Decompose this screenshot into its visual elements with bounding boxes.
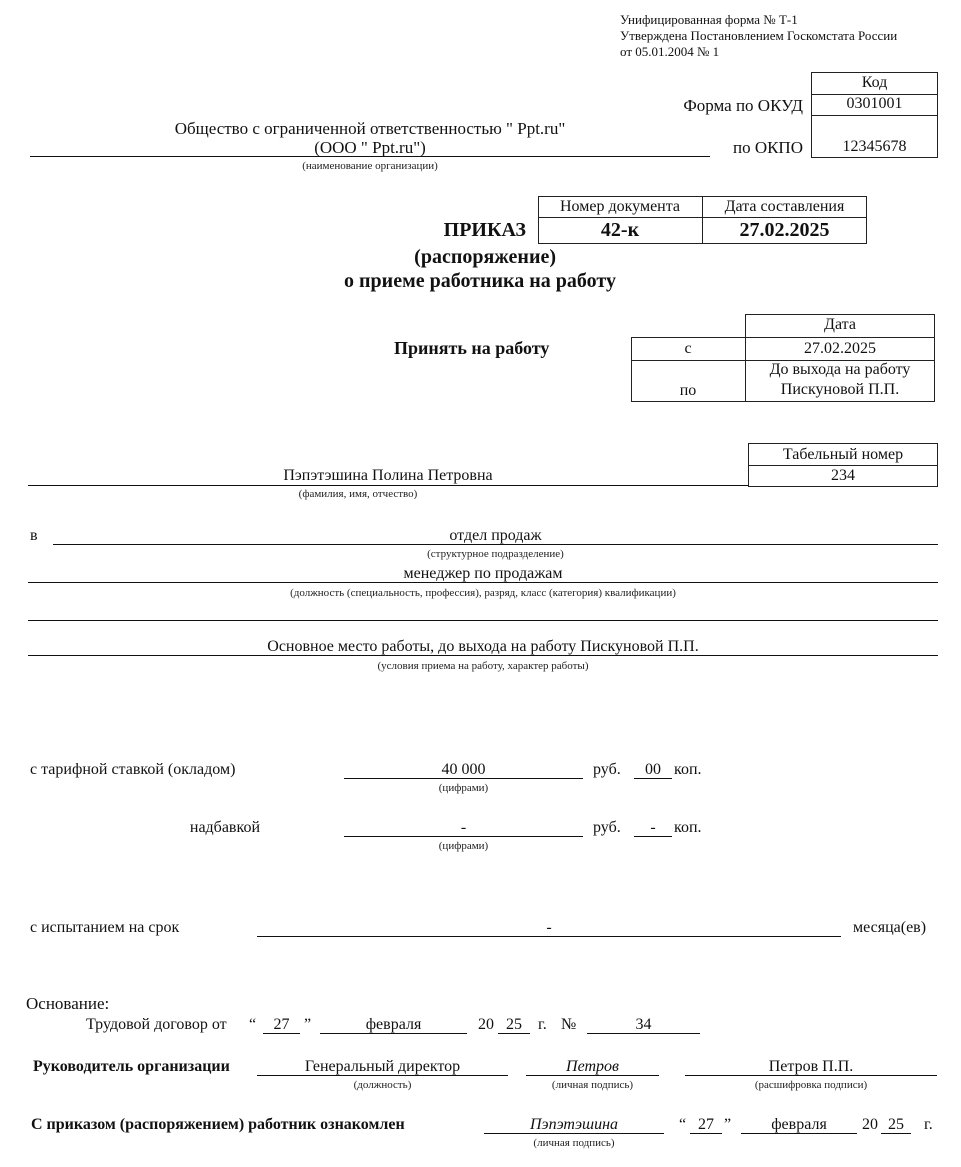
- ack-year-unit: г.: [924, 1116, 933, 1133]
- tab-number-value: 234: [831, 467, 855, 484]
- ack-signature-caption: (личная подпись): [533, 1137, 615, 1149]
- contract-prefix: Трудовой договор от: [86, 1016, 227, 1033]
- conditions-value: Основное место работы, до выхода на работу Пискуновой П.П.: [267, 638, 699, 655]
- ack-label: С приказом (распоряжением) работник ознакомлен: [31, 1116, 405, 1133]
- position-caption: (должность (специальность, профессия), разряд, класс (категория) квалификации): [290, 587, 676, 599]
- probation-label: с испытанием на срок: [30, 919, 180, 936]
- ack-close-quote: ”: [724, 1116, 732, 1133]
- bonus-kop-value: -: [650, 819, 656, 836]
- okud-value: 0301001: [846, 95, 903, 112]
- hire-to-value-line1: До выхода на работу: [769, 361, 911, 378]
- bonus-label: надбавкой: [189, 819, 260, 836]
- contract-close-quote: ”: [304, 1016, 312, 1033]
- org-name-line1: Общество с ограниченной ответственностью " Ppt.ru": [174, 119, 566, 138]
- bonus-underline: [344, 836, 583, 837]
- contract-number-underline: [587, 1033, 700, 1034]
- position-value: менеджер по продажам: [403, 565, 563, 582]
- contract-month: февраля: [365, 1016, 422, 1033]
- head-position-caption: (должность): [353, 1079, 412, 1091]
- tab-number-header: Табельный номер: [782, 446, 904, 463]
- ack-year-suffix: 25: [888, 1116, 904, 1133]
- bonus-digits-caption: (цифрами): [438, 840, 489, 852]
- ack-month-underline: [741, 1133, 857, 1134]
- codes-divider-2: [811, 115, 938, 116]
- codes-header: Код: [861, 74, 888, 91]
- probation-unit: месяца(ев): [853, 919, 927, 936]
- form-line-1: Унифицированная форма № Т-1: [620, 12, 798, 27]
- head-decoded-caption: (расшифровка подписи): [754, 1079, 868, 1091]
- org-name-line2: (ООО " Ppt.ru"): [314, 138, 426, 157]
- ack-month: февраля: [771, 1116, 827, 1133]
- contract-day-underline: [263, 1033, 300, 1034]
- hire-date-header: Дата: [824, 316, 856, 333]
- org-name-caption: (наименование организации): [302, 160, 438, 172]
- ack-year-underline: [881, 1133, 911, 1134]
- contract-year-underline: [498, 1033, 530, 1034]
- document-subject: о приеме работника на работу: [344, 270, 616, 292]
- rate-value: 40 000: [441, 761, 486, 778]
- rate-kop-value: 00: [645, 761, 661, 778]
- rate-digits-caption: (цифрами): [438, 782, 489, 794]
- basis-label: Основание:: [26, 994, 110, 1013]
- ack-signature: Пэпэтэшина: [529, 1116, 619, 1133]
- ack-day-underline: [690, 1133, 722, 1134]
- hire-label: Принять на работу: [394, 338, 550, 358]
- hire-from-value: 27.02.2025: [804, 340, 876, 357]
- okud-label: Форма по ОКУД: [683, 96, 803, 115]
- contract-number-sign: №: [561, 1016, 577, 1033]
- contract-year-unit: г.: [538, 1016, 547, 1033]
- head-signature-underline: [526, 1075, 659, 1076]
- org-name-underline: [30, 156, 710, 157]
- head-decoded-name: Петров П.П.: [768, 1058, 854, 1075]
- head-label: Руководитель организации: [33, 1058, 230, 1075]
- head-signature-caption: (личная подпись): [551, 1079, 634, 1091]
- contract-number: 34: [635, 1016, 652, 1033]
- conditions-underline: [28, 655, 938, 656]
- employee-name-underline: [28, 485, 748, 486]
- conditions-caption: (условия приема на работу, характер работы): [377, 660, 589, 672]
- department-underline: [53, 544, 938, 545]
- employee-name-caption: (фамилия, имя, отчество): [298, 488, 418, 500]
- rate-underline: [344, 778, 583, 779]
- hire-to-label: по: [679, 382, 697, 399]
- position-underline: [28, 582, 938, 583]
- rate-kop-underline: [634, 778, 672, 779]
- doc-date: 27.02.2025: [739, 219, 830, 241]
- probation-value: -: [546, 919, 552, 936]
- document-subtitle: (распоряжение): [414, 246, 556, 268]
- contract-year-prefix: 20: [478, 1016, 494, 1033]
- bonus-kop-underline: [634, 836, 672, 837]
- ack-open-quote: “: [679, 1116, 687, 1133]
- form-line-3: от 05.01.2004 № 1: [620, 44, 720, 59]
- document-title: ПРИКАЗ: [443, 219, 526, 241]
- bonus-value: -: [460, 819, 467, 836]
- head-decoded-underline: [685, 1075, 937, 1076]
- ack-day: 27: [698, 1116, 714, 1133]
- ack-signature-underline: [484, 1133, 664, 1134]
- head-position-underline: [257, 1075, 508, 1076]
- contract-open-quote: “: [249, 1016, 257, 1033]
- rate-rub-label: руб.: [593, 761, 621, 778]
- form-line-2: Утверждена Постановлением Госкомстата России: [620, 28, 898, 43]
- doc-date-header: Дата составления: [724, 198, 845, 215]
- rate-kop-label: коп.: [674, 761, 702, 778]
- ack-year-prefix: 20: [862, 1116, 878, 1133]
- doc-number-header: Номер документа: [559, 198, 681, 215]
- bonus-kop-label: коп.: [674, 819, 702, 836]
- okpo-value: 12345678: [842, 138, 907, 155]
- department-caption: (структурное подразделение): [427, 548, 564, 560]
- in-label: в: [30, 527, 38, 544]
- head-position: Генеральный директор: [304, 1058, 461, 1075]
- contract-month-underline: [320, 1033, 467, 1034]
- okpo-label: по ОКПО: [732, 138, 803, 157]
- position-extra-underline: [28, 620, 938, 621]
- contract-day: 27: [273, 1016, 290, 1033]
- department-value: отдел продаж: [449, 527, 542, 544]
- form-reference: [620, 12, 897, 60]
- bonus-rub-label: руб.: [593, 819, 621, 836]
- employee-full-name: Пэпэтэшина Полина Петровна: [283, 467, 493, 484]
- tab-number-divider: [748, 465, 938, 466]
- doc-number: 42-к: [600, 219, 640, 241]
- contract-year-suffix: 25: [506, 1016, 522, 1033]
- hire-from-label: с: [684, 340, 692, 357]
- rate-label: с тарифной ставкой (окладом): [30, 761, 236, 778]
- head-signature: Петров: [566, 1058, 619, 1075]
- hire-to-value-line2: Пискуновой П.П.: [780, 381, 900, 398]
- probation-underline: [257, 936, 841, 937]
